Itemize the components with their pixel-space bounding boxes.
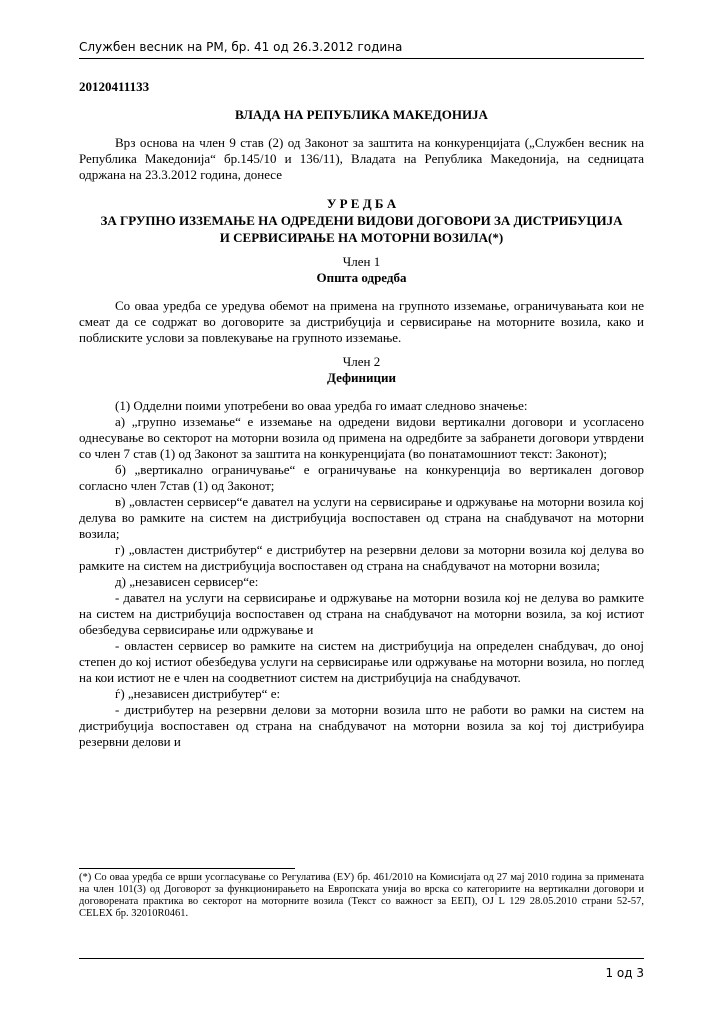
page-number: 1 од 3: [605, 966, 644, 980]
document-number: 20120411133: [79, 79, 150, 94]
preamble: Врз основа на член 9 став (2) од Законот за заштита на конкуренцијата („Службен весник на Република Македонија“ бр.145/10 и 136/11), Владата на Република Македонија, на седницата одржана на 23.3.2012 година, донесе: [79, 135, 644, 182]
definition-paragraph: - овластен сервисер во рамките на систем на дистрибуција на определен снабдувач, до оној степен до кој истиот обезбедува услуги на сервисирање или одржување на моторни возила, но поглед на кои истиот не е член на соодветниот систем на дистрибуција на снабдувачот.: [79, 638, 644, 685]
title-line-1: У Р Е Д Б А: [326, 196, 397, 211]
regulation-title: [79, 195, 644, 246]
definition-paragraph: ѓ) „независен дистрибутер“ е:: [115, 686, 281, 701]
article-1-heading: Општа одредба: [316, 270, 407, 285]
article-2-heading: Дефиниции: [327, 370, 396, 385]
title-line-2: ЗА ГРУПНО ИЗЗЕМАЊЕ НА ОДРЕДЕНИ ВИДОВИ ДОГОВОРИ ЗА ДИСТРИБУЦИЈА: [100, 213, 623, 228]
issuer-heading: ВЛАДА НА РЕПУБЛИКА МАКЕДОНИЈА: [235, 107, 488, 122]
definition-paragraph: б) „вертикално ограничување“ е ограничување на конкуренција во вертикален договор согласно член 7став (1) од Законот;: [79, 462, 644, 493]
definition-paragraph: - давател на услуги на сервисирање и одржување на моторни возила кој не делува во рамките на систем на дистрибуција воспоставен од страна на снабдувачот на моторни возила, за кој истиот обезбедува сервисирање или одржување и: [79, 590, 644, 637]
page-header: Службен весник на РМ, бр. 41 од 26.3.2012 година: [79, 40, 644, 59]
definition-paragraph: г) „овластен дистрибутер“ е дистрибутер на резервни делови за моторни возила кој делува во рамките на систем на дистрибуција воспоставен од страна на снабдувачот на моторни возила;: [79, 542, 644, 573]
definition-paragraph: в) „овластен сервисер“е давател на услуги на сервисирање и одржување на моторни возила кој делува во рамките на систем на дистрибуција воспоставен од страна на снабдувачот на моторни возила;: [79, 494, 644, 541]
definition-paragraph: - дистрибутер на резервни делови за моторни возила што не работи во рамки на систем на дистрибуција воспоставен од страна на снабдувачот на моторни возила за кој тој дистрибуира резервни делови и: [79, 702, 644, 749]
definition-paragraph: а) „групно изземање“ е изземање на одредени видови вертикални договори и усогласено однесување во секторот на моторни возила од примена на одредбите за забранети договори утврдени со член 7 став (1) од Законот за заштита на конкуренцијата (во понатамошниот текст: Законот);: [79, 414, 644, 461]
title-line-3: И СЕРВИСИРАЊЕ НА МОТОРНИ ВОЗИЛА(*): [219, 230, 504, 245]
definition-paragraph: (1) Одделни поими употребени во оваа уредба го имаат следново значење:: [115, 398, 528, 413]
definitions-list: [79, 398, 644, 750]
article-1-text: Со оваа уредба се уредува обемот на примена на групното изземање, ограничувањата кои не смеат да се содржат во договорите за дистрибуција и сервисирање на моторните возила, како и поблиските услови за повлекување на групното изземање.: [79, 298, 644, 345]
article-2-label: Член 2: [342, 354, 381, 369]
page-footer-rule: [79, 958, 644, 959]
definition-paragraph: д) „независен сервисер“е:: [115, 574, 259, 589]
article-1-label: Член 1: [342, 254, 381, 269]
footnote: (*) Со оваа уредба се врши усогласување со Регулатива (ЕУ) бр. 461/2010 на Комисијата од 27 мај 2010 година за примената на член 101(3) од Договорот за функционирањето на Европската унија во врска со категориите на вертикални договори и договорената практика во секторот на моторните возила (Текст со важност за ЕЕП), OJ L 129 28.05.2010 страни 52-57, CELEX бр. 32010R0461.: [79, 872, 644, 919]
footnote-separator: [79, 868, 295, 869]
document-body: [79, 107, 644, 750]
